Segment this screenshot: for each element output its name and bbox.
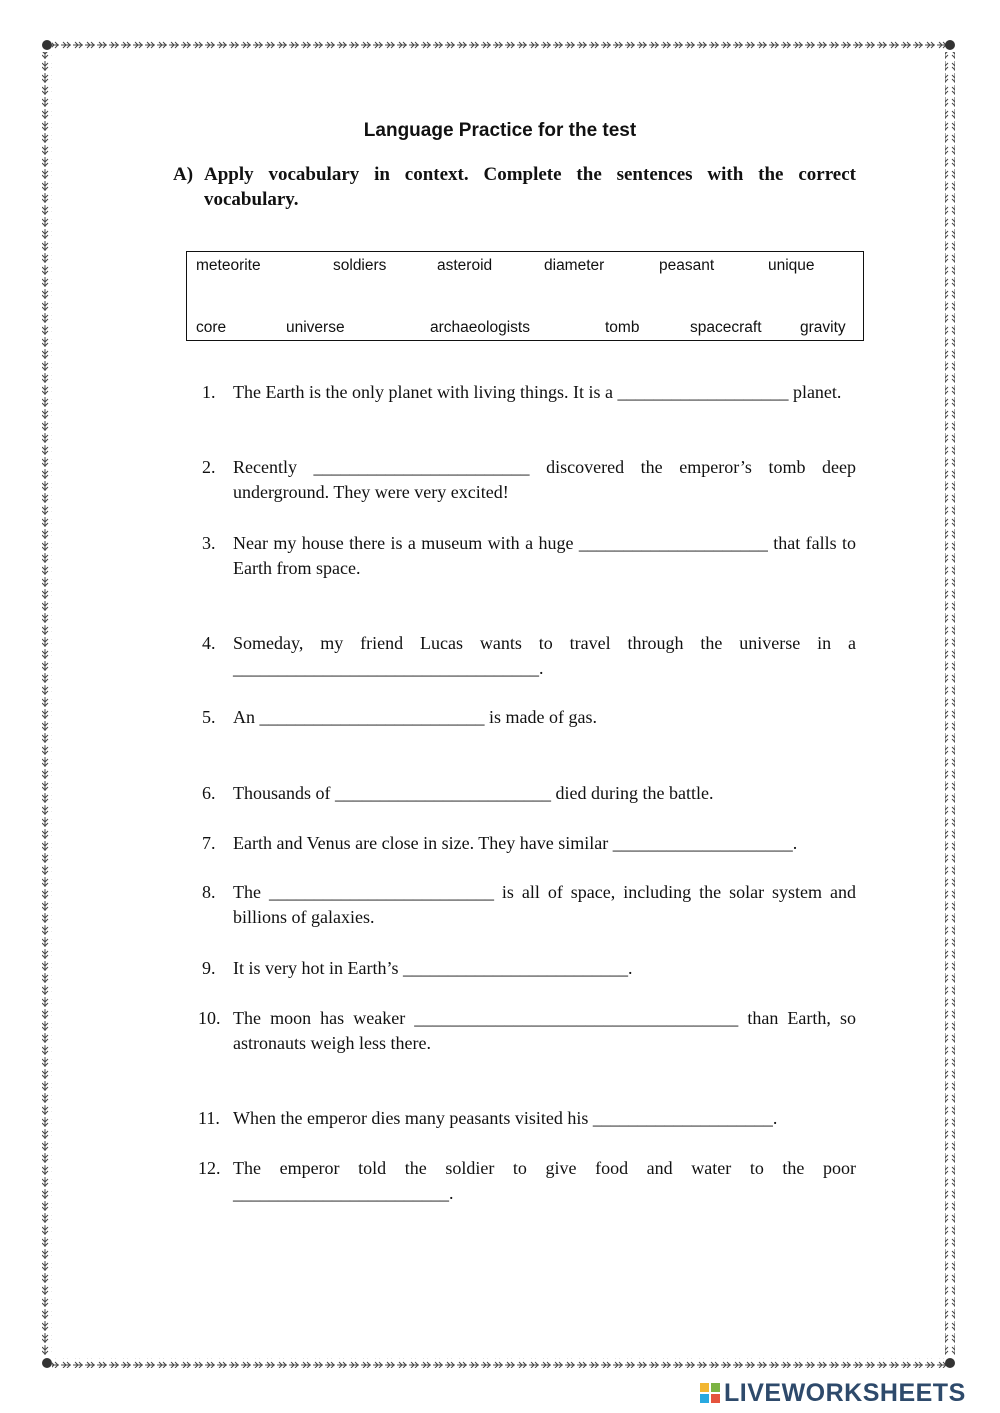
question-text: Near my house there is a museum with a huge _____________________ that falls to Earth from space. — [233, 533, 856, 578]
question-number: 4. — [202, 633, 216, 653]
question-text: Earth and Venus are close in size. They have similar ____________________. — [233, 833, 798, 853]
word-bank-item: soldiers — [333, 257, 387, 274]
question-number: 1. — [202, 382, 216, 402]
word-bank-item: asteroid — [437, 257, 493, 274]
section-letter: A) — [173, 164, 194, 185]
word-bank-item: meteorite — [196, 257, 261, 274]
question-text: The Earth is the only planet with living things. It is a ___________________ planet. — [233, 382, 842, 402]
word-bank-item: diameter — [544, 257, 605, 274]
question-number: 8. — [202, 882, 216, 902]
question-text: The emperor told the soldier to give food and water to the poor ________________________. — [233, 1158, 856, 1203]
question-item — [202, 880, 856, 930]
question-number: 9. — [202, 958, 216, 978]
question-text: The _________________________ is all of space, including the solar system and billions of galaxies. — [233, 882, 856, 927]
question-text: Thousands of ________________________ died during the battle. — [233, 783, 714, 803]
question-item — [202, 531, 856, 581]
question-text: Someday, my friend Lucas wants to travel through the universe in a __________________________________. — [233, 633, 856, 678]
question-item — [202, 831, 856, 856]
question-item — [202, 455, 856, 505]
word-bank-item: peasant — [659, 257, 715, 274]
word-bank-item: spacecraft — [690, 319, 762, 336]
question-item — [198, 1106, 856, 1131]
question-text: It is very hot in Earth’s _________________________. — [233, 958, 633, 978]
question-number: 12. — [198, 1158, 221, 1178]
question-item — [198, 1006, 856, 1056]
liveworksheets-logo — [700, 1376, 1000, 1410]
question-number: 2. — [202, 457, 216, 477]
question-number: 6. — [202, 783, 216, 803]
page-title: Language Practice for the test — [363, 120, 637, 141]
question-item — [202, 631, 856, 681]
question-item — [202, 781, 856, 806]
word-bank-item: gravity — [800, 319, 846, 336]
question-number: 11. — [198, 1108, 220, 1128]
question-number: 5. — [202, 707, 216, 727]
word-bank-item: unique — [768, 257, 815, 274]
section-a-instruction — [173, 162, 856, 212]
word-bank-item: archaeologists — [430, 319, 530, 336]
question-text: When the emperor dies many peasants visited his ____________________. — [233, 1108, 778, 1128]
instruction-text: Apply vocabulary in context. Complete the sentences with the correct vocabulary. — [204, 164, 856, 210]
question-item — [202, 380, 856, 405]
question-text: Recently ________________________ discovered the emperor’s tomb deep underground. They were very excited! — [233, 457, 856, 502]
question-number: 3. — [202, 533, 216, 553]
question-item — [202, 705, 856, 730]
question-item — [202, 956, 856, 981]
logo-text: LIVEWORKSHEETS — [724, 1378, 966, 1407]
word-bank-item: universe — [286, 319, 345, 336]
word-bank-item: tomb — [605, 319, 640, 336]
question-number: 7. — [202, 833, 216, 853]
question-text: The moon has weaker ____________________________________ than Earth, so astronauts weigh less there. — [233, 1008, 856, 1053]
question-number: 10. — [198, 1008, 221, 1028]
word-bank-item: core — [196, 319, 227, 336]
question-text: An _________________________ is made of gas. — [233, 707, 597, 727]
logo-squares-icon — [700, 1383, 720, 1403]
question-item — [198, 1156, 856, 1206]
word-bank — [186, 251, 864, 341]
